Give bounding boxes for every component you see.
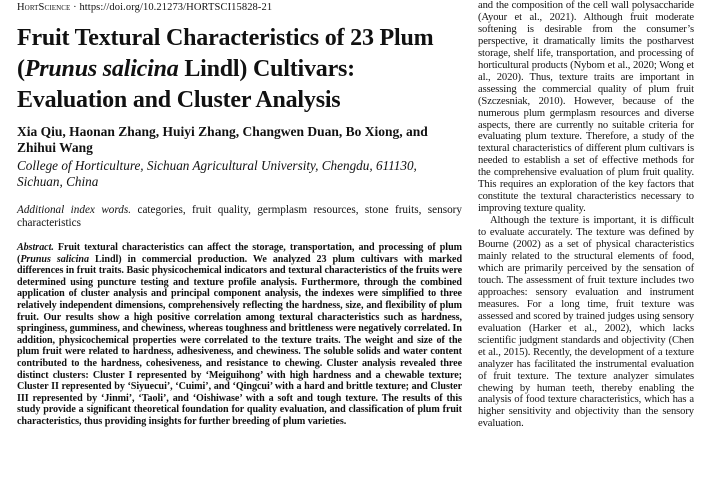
index-words-text: categories, fruit quality, germplasm resources, stone fruits, sensory characteristics (17, 204, 462, 229)
index-words (17, 204, 462, 229)
abstract-text-b: Lindl) in commercial production. We analyzed 23 plum cultivars with marked differences in fruit traits. Basic physicochemical indicators and textural characteristics of the fruits were determined using puncture testing and texture profile analysis. Furthermore, through the combined application of cluster analysis and principal component analysis, the indexes were simplified to three relatively independent dimensions, comprehensively reflecting the hardness, size, and flexibility of plum fruit. Our results show a high positive correlation among textural characteristics such as hardness, springiness, gumminess, and chewiness, whereas toughness and brittleness were negatively correlated. In addition, physicochemical properties were correlated to the texture traits. The weight and size of the plum fruit were related to hardness, adhesiveness, and chewiness. The soluble solids and water content contributed to the hardness, cohesiveness, and resistance to chewing. Cluster analysis revealed three distinct clusters: Cluster I represented by ‘Meiguihong’ with high hardness and a chewable texture; Cluster II represented by ‘Siyuecui’, ‘Cuimi’, and ‘Qingcui’ with a hard and brittle texture; and Cluster III represented by ‘Jinmi’, ‘Taoli’, and ‘Oishiwase’ with a soft and tough texture. The results of this study provide a significant theoretical foundation for quality evaluation, and classification of plum fruit characteristics, thus providing insights for further breeding of plum varieties. (17, 253, 463, 427)
title-species: Prunus salicina (24, 56, 179, 82)
header-separator: · (70, 2, 80, 13)
abstract-label: Abstract. (17, 242, 54, 253)
left-column (17, 0, 462, 428)
affiliation: College of Horticulture, Sichuan Agricultural University, Chengdu, 611130, Sichuan, China (17, 158, 417, 189)
article-title (17, 23, 462, 116)
body-paragraph-2: Although the texture is important, it is difficult to evaluate accurately. The texture was defined by Bourne (2002) as a set of physical characteristics mainly related to the structural elements of food, which are primarily perceived by the sensation of touch. The assessment of fruit texture includes two approaches: sensory evaluation and instrument measures. For a long time, fruit texture was assessed and scored by trained judges using sensory evaluation (Harker et al., 2002), which lacks scientific judgment standards and objectivity (Chen et al., 2015). Recently, the development of a texture analyzer has facilitated the instrumental evaluation of fruit texture. The texture analyzer simulates chewing by human teeth, thereby enabling the analysis of food texture characteristics, which has a higher sensitivity and objectivity than the sensory evaluation. (478, 215, 694, 430)
abstract-species: Prunus salicina (20, 253, 89, 265)
journal-name: HortScience (17, 2, 71, 13)
title-part-2: Lindl) Cultivars: Evaluation and Cluster Analysis (17, 56, 355, 113)
abstract-text-a: Fruit textural characteristics can affect the storage, transportation, and processing of plum ( (17, 242, 462, 265)
doi-link[interactable]: https://doi.org/10.21273/HORTSCI15828-21 (79, 2, 273, 13)
body-paragraph-1: and the composition of the cell wall polysaccharide (Ayour et al., 2021). Although fruit moderate softening is desirable from the consumer’s perspective, it dramatically limits the postharvest storage, shelf life, transportation, and processing of horticultural products (Nybom et al., 2020; Wong et al., 2020). Thus, texture traits are important in assessing the commercial quality of plum fruit (Szczesniak, 2010). However, because of the numerous plum germplasm resources and diverse aspects, there are currently no suitable criteria for evaluating plum texture. Therefore, a study of the textural characteristics of different plum cultivars is needed to establish a set of effective methods for the comprehensive evaluation of plum fruit quality. This requires an exploration of the key factors that constitute the textural characteristics necessary to improving texture quality. (478, 0, 694, 215)
abstract (17, 242, 462, 428)
author-list: Xia Qiu, Haonan Zhang, Huiyi Zhang, Changwen Duan, Bo Xiong, and Zhihui Wang (17, 124, 428, 155)
right-column (478, 0, 694, 430)
running-header (17, 2, 462, 14)
index-words-label: Additional index words. (17, 204, 132, 216)
title-part-1: Fruit Textural Characteristics of 23 Plum ( (17, 25, 434, 82)
